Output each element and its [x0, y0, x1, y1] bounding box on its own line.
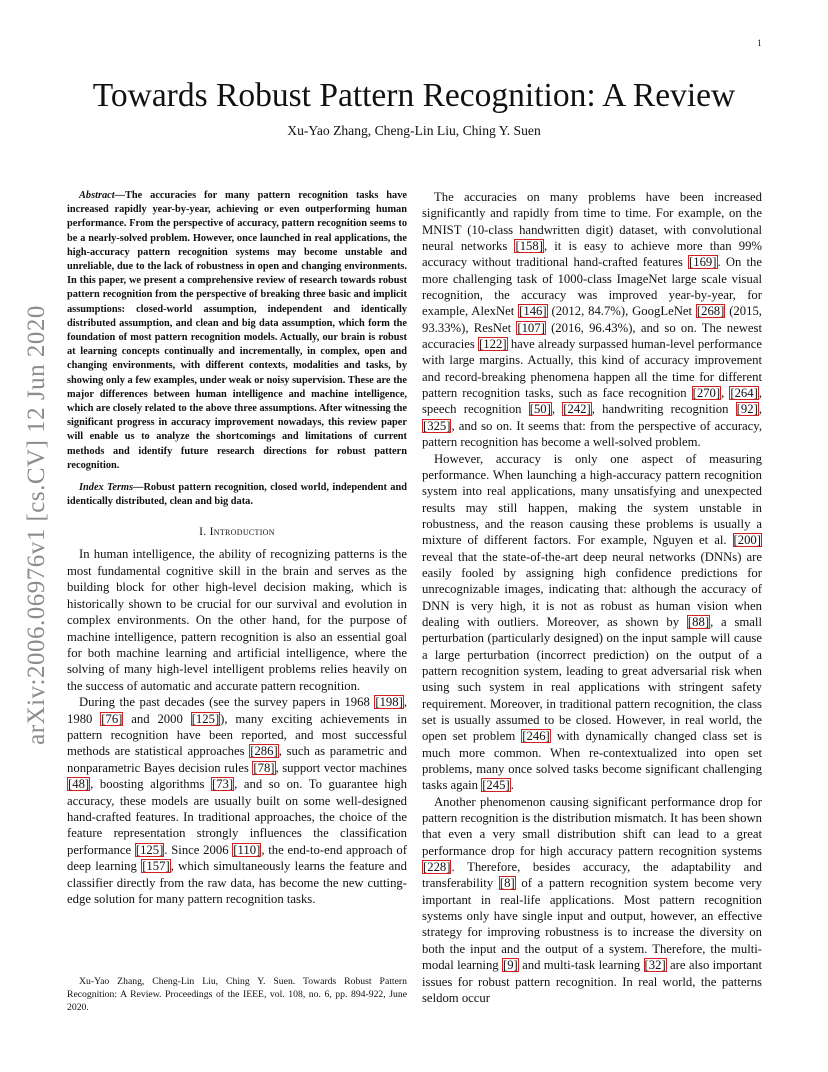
- citation-link[interactable]: [198]: [375, 695, 403, 710]
- abstract-label: Abstract: [79, 190, 115, 201]
- index-terms-text: —Robust pattern recognition, closed world, independent and identically distributed, clean and big data.: [67, 482, 407, 508]
- citation-link[interactable]: [228]: [423, 860, 451, 875]
- citation-link[interactable]: [286]: [250, 744, 278, 759]
- citation-link[interactable]: [268]: [696, 304, 725, 319]
- body-paragraph: [422, 794, 762, 1006]
- citation-link[interactable]: [270]: [692, 386, 721, 401]
- paragraph-text: are also important issues for robust pattern recognition. In real world, the patterns seldom occur: [422, 958, 762, 1005]
- citation-link[interactable]: [157]: [142, 859, 170, 874]
- paper-title: Towards Robust Pattern Recognition: A Review: [92, 77, 736, 114]
- citation-link[interactable]: [325]: [423, 418, 451, 433]
- paragraph-text: . Therefore, besides accuracy, the adaptability and transferability: [422, 860, 762, 891]
- paragraph-text: , 1980: [67, 695, 407, 726]
- paragraph-text: of a pattern recognition system become very important in real-life applications. Most pattern recognition systems only have single input and output, however, an effective strategy for improving robustness is to increase the diversity on both the input and the output of a system. Therefore, the multi-modal learning: [422, 876, 762, 973]
- paragraph-text: , speech recognition: [422, 386, 763, 417]
- arxiv-identifier-stamp[interactable]: [22, 290, 52, 760]
- paragraph-text: However, accuracy is only one aspect of measuring performance. When launching a high-accuracy pattern recognition system into real applications, many unsatisfying and unexpected results may still happen, making the system unstable in robustness, and the reason causing these problems is usually a mixture of different factors. For example, Nguyen et al.: [422, 451, 762, 548]
- paragraph-text: (2012, 84.7%), GoogLeNet: [547, 304, 696, 319]
- left-column: [67, 189, 407, 907]
- citation-link[interactable]: [122]: [479, 337, 507, 352]
- paragraph-text: with dynamically changed class set is much more common. When re-contextualized into open set problems, many once solved tasks become significant challenging tasks again: [422, 729, 762, 793]
- paragraph-text: , support vector machines: [275, 760, 407, 775]
- citation-link[interactable]: [146]: [519, 304, 547, 319]
- citation-link[interactable]: [169]: [689, 255, 717, 270]
- abstract: [67, 189, 407, 473]
- citation-link[interactable]: [125]: [135, 842, 164, 857]
- citation-link[interactable]: [125]: [191, 711, 220, 726]
- citation-link[interactable]: [92]: [736, 402, 758, 417]
- paragraph-text: ,: [758, 402, 762, 417]
- citation-link[interactable]: [48]: [68, 777, 90, 792]
- paragraph-text: , and so on. It seems that: from the perspective of accuracy, pattern recognition has become a well-solved problem.: [422, 418, 762, 450]
- paragraph-text: , and so on. To guarantee high accuracy, these models are usually built on some well-designed hand-crafted features. In traditional approaches, the choice of the feature representation strongly influences the classification performance: [67, 777, 407, 857]
- arxiv-identifier-text: arXiv:2006.06976v1 [cs.CV] 12 Jun 2020: [23, 305, 50, 745]
- paragraph-text: and multi-task learning: [518, 958, 644, 973]
- abstract-text: —The accuracies for many pattern recognition tasks have increased rapidly year-by-year, achieving or even outperforming human performance. From the perspective of accuracy, pattern recognition seems to be a nearly-solved problem. However, once launched in real applications, the high-accuracy pattern recognition systems may become unstable and unreliable, due to the lack of robustness in open and changing environments. In this paper, we present a comprehensive review of research towards robust pattern recognition from the perspective of breaking three basic and implicit assumptions: closed-world assumption, independent and identically distributed assumption, and clean and big data assumption, which form the foundation of most pattern recognition models. Actually, our brain is robust at learning concepts continually and incrementally, in complex, open and changing environments, with different contexts, modalities and tasks, by showing only a few examples, under weak or noisy supervision. These are the major differences between human intelligence and machine intelligence, which are closely related to the above three assumptions. After witnessing the significant progress in accuracy improvement nowadays, this review paper will enable us to analyze the shortcomings and limitations of current methods and identify future research directions for robust pattern recognition.: [67, 190, 407, 471]
- paragraph-text: ,: [721, 386, 730, 401]
- citation-link[interactable]: [245]: [482, 778, 510, 793]
- paper-authors: Xu-Yao Zhang, Cheng-Lin Liu, Ching Y. Suen: [287, 123, 541, 138]
- citation-link[interactable]: [78]: [253, 760, 275, 775]
- paragraph-text: , which simultaneously learns the feature and classifier directly from the raw data, has become the new cutting-edge solution for many pattern recognition tasks.: [67, 859, 407, 906]
- paragraph-text: , boosting algorithms: [90, 777, 211, 792]
- citation-link[interactable]: [73]: [211, 777, 234, 792]
- body-paragraph: [422, 451, 762, 794]
- paragraph-text: , handwriting recognition: [591, 402, 736, 417]
- citation-link[interactable]: [32]: [644, 958, 666, 973]
- citation-link[interactable]: [158]: [515, 239, 543, 254]
- footnote: Xu-Yao Zhang, Cheng-Lin Liu, Ching Y. Suen. Towards Robust Pattern Recognition: A Review. Proceedings of the IEEE, vol. 108, no. 6, pp. 894-922, June 2020.: [67, 976, 407, 1014]
- paragraph-text: have already surpassed human-level performance with large margins. Actually, this kind of accuracy improvement and record-breaking phenomena happen all the time for different pattern recognition tasks, such as face recognition: [422, 337, 762, 401]
- body-paragraph: [67, 694, 407, 907]
- paragraph-text: The accuracies on many problems have been increased significantly and rapidly from time to time. For example, on the MNIST (10-class handwritten digit) dataset, with convolutional neural networks: [422, 190, 762, 254]
- paragraph-text: , the end-to-end approach of deep learning: [67, 842, 407, 874]
- citation-link[interactable]: [107]: [517, 320, 545, 335]
- paragraph-text: . On the more challenging task of 1000-class ImageNet large scale visual recognition, the accuracy was improved year-by-year, for example, AlexNet: [422, 255, 762, 319]
- paragraph-text: . Since 2006: [164, 842, 233, 857]
- citation-link[interactable]: [9]: [502, 958, 518, 973]
- citation-link[interactable]: [264]: [730, 386, 758, 401]
- body-paragraph: [67, 546, 407, 694]
- paragraph-text: In human intelligence, the ability of recognizing patterns is the most fundamental cognitive skill in the brain and serves as the building block for other high-level decision making, which is historically shown to be crucial for our survival and evolution in complex environments. On the other hand, for the purpose of machine intelligence, pattern recognition is also an essential goal for both machine learning and artificial intelligence, where the solving of many high-level intelligent problems relies heavily on the success of automatic and accurate pattern recognition.: [67, 547, 407, 693]
- index-terms: [67, 481, 407, 509]
- right-body-text: [422, 189, 762, 1006]
- citation-link[interactable]: [242]: [563, 402, 591, 417]
- body-paragraph: [422, 189, 762, 451]
- index-terms-label: Index Terms: [79, 482, 134, 494]
- citation-link[interactable]: [8]: [499, 876, 515, 891]
- paragraph-text: ,: [551, 402, 563, 417]
- paragraph-text: , such as parametric and nonparametric Bayes decision rules: [67, 744, 407, 775]
- paragraph-text: reveal that the state-of-the-art deep neural networks (DNNs) are easily fooled by assigning high confidence predictions for unrecognizable images, indicating that: although the accuracy of DNN is very high, it is not as robust as human vision when dealing with outliers. Moreover, as shown by: [422, 549, 762, 629]
- left-body-text: [67, 546, 407, 907]
- paragraph-text: , it is easy to achieve more than 99% accuracy without traditional hand-crafted features: [422, 239, 762, 270]
- paragraph-text: , a small perturbation (particularly designed) on the input sample will cause a large perturbation (incorrect prediction) on the output of a pattern recognition system, leading to great adversarial risk when using such system in real applications with stringent safety requirement. Moreover, in traditional pattern recognition, the class set is usually assumed to be closed. However, in real world, the open set problem: [422, 614, 762, 744]
- citation-link[interactable]: [110]: [233, 842, 261, 857]
- paragraph-text: Another phenomenon causing significant performance drop for pattern recognition is the distribution mismatch. It has been shown that even a very small distribution shift can lead to a great performance drop for high accuracy pattern recognition systems: [422, 794, 762, 858]
- citation-link[interactable]: [76]: [101, 711, 123, 726]
- paragraph-text: and 2000: [123, 711, 191, 726]
- citation-link[interactable]: [246]: [522, 729, 550, 744]
- citation-link[interactable]: [88]: [687, 614, 710, 629]
- paragraph-text: (2015, 93.33%), ResNet: [422, 304, 762, 335]
- page-number: 1: [757, 38, 762, 48]
- paragraph-text: During the past decades (see the survey papers in 1968: [79, 695, 375, 710]
- paragraph-text: ), many exciting achievements in pattern recognition have been reported, and most successful methods are statistical approaches: [67, 711, 407, 759]
- citation-link[interactable]: [200]: [733, 533, 761, 548]
- right-column: [422, 189, 762, 1006]
- section-heading-introduction: I. Introduction: [199, 526, 275, 539]
- citation-link[interactable]: [50]: [529, 402, 551, 417]
- paragraph-text: (2016, 96.43%), and so on. The newest accuracies: [422, 320, 762, 352]
- paragraph-text: .: [510, 778, 514, 793]
